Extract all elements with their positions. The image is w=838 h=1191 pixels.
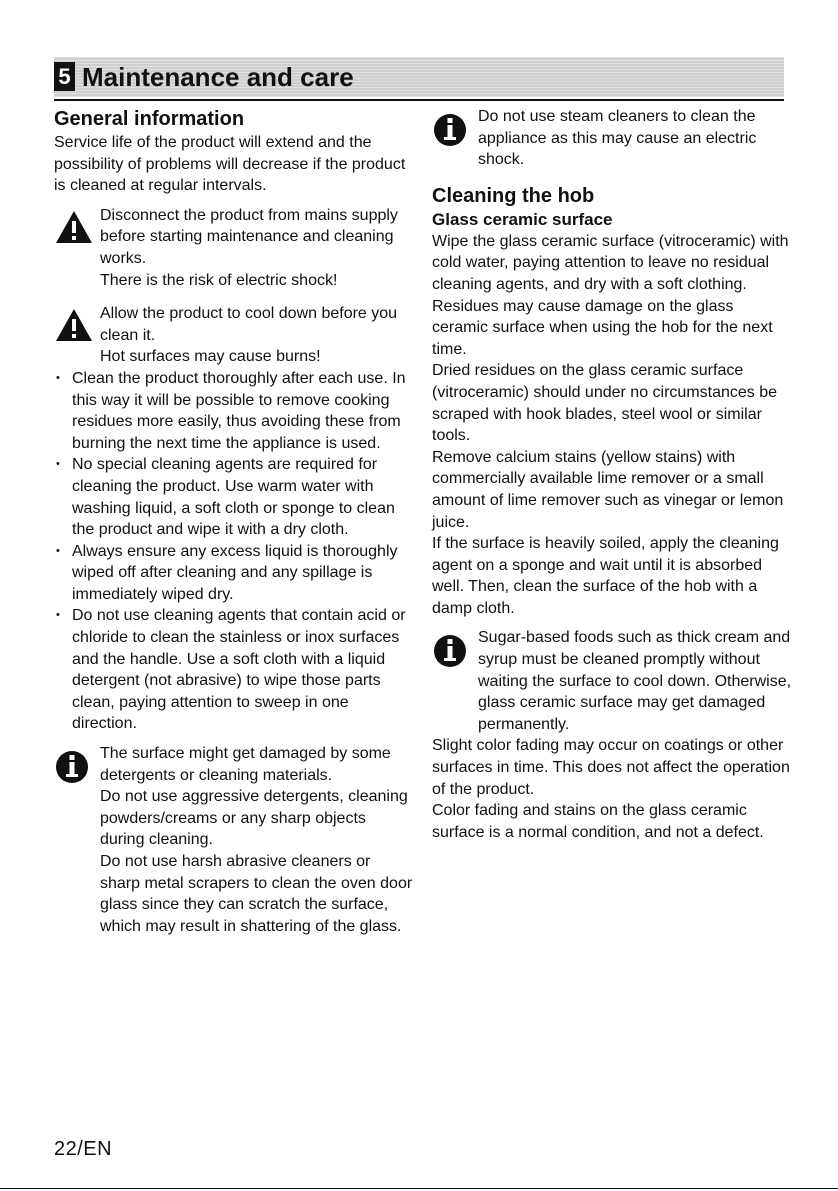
footer-divider <box>0 1188 838 1189</box>
right-column <box>432 106 792 843</box>
warning-triangle-icon <box>54 307 94 343</box>
body-paragraph: Slight color fading may occur on coatings or other surfaces in time. This does not affect the operation of the product. <box>432 737 790 798</box>
chapter-title: Maintenance and care <box>82 62 354 92</box>
cleaning-tips-list <box>54 368 414 735</box>
body-paragraph: Dried residues on the glass ceramic surface (vitroceramic) should under no circumstances be scraped with hook blades, steel wool or similar tools. <box>432 362 778 445</box>
body-paragraph: Color fading and stains on the glass ceramic surface is a normal condition, and not a defect. <box>432 802 764 841</box>
page-number: 22/EN <box>54 1138 113 1160</box>
section-heading-hob: Cleaning the hob <box>432 184 595 207</box>
body-paragraph: Remove calcium stains (yellow stains) with commercially available lime remover or a small amount of lime remover such as vinegar or lemon juice. <box>432 448 784 531</box>
header-divider <box>54 99 784 101</box>
list-item: • Do not use cleaning agents that contain acid or chloride to clean the stainless or inox surfaces and the handle. Use a soft cloth with a liquid detergent (not abrasive) to wipe those parts clean, paying attention to sweep in one direction. <box>54 605 414 735</box>
list-item: • Clean the product thoroughly after each use. In this way it will be possible to remove cooking residues more easily, thus avoiding these from burning the next time the appliance is used. <box>54 368 414 454</box>
info-text: Do not use aggressive detergents, cleaning powders/creams or any sharp objects during cleaning. <box>100 788 408 849</box>
info-text: Do not use steam cleaners to clean the appliance as this may cause an electric shock. <box>478 108 757 169</box>
info-text: The surface might get damaged by some detergents or cleaning materials. <box>100 745 391 784</box>
body-paragraph: If the surface is heavily soiled, apply the cleaning agent on a sponge and wait until it is absorbed well. Then, clean the surface of the hob with a damp cloth. <box>432 535 779 617</box>
warning-note-electric <box>54 205 414 291</box>
info-text: Do not use harsh abrasive cleaners or sharp metal scrapers to clean the oven door glass since they can scratch the surface, which may result in shattering of the glass. <box>100 853 413 935</box>
info-icon <box>432 110 472 146</box>
info-icon <box>432 631 472 667</box>
list-item: • Always ensure any excess liquid is thoroughly wiped off after cleaning and any spillage is immediately wiped dry. <box>54 541 414 606</box>
info-note-steam <box>432 106 792 171</box>
info-text: Sugar-based foods such as thick cream and syrup must be cleaned promptly without waiting the surface to cool down. Otherwise, glass ceramic surface may get damaged permanently. <box>478 629 792 733</box>
warning-text: There is the risk of electric shock! <box>100 271 338 289</box>
body-paragraph: Wipe the glass ceramic surface (vitroceramic) with cold water, paying attention to leave no residual cleaning agents, and dry with a soft clothing. Residues may cause damage on the glass ceramic surface when using the hob for the next time. <box>432 232 789 358</box>
warning-text: Hot surfaces may cause burns! <box>100 348 321 366</box>
list-item: • No special cleaning agents are required for cleaning the product. Use warm water with washing liquid, a soft cloth or sponge to clean the product and wipe it with a dry cloth. <box>54 454 414 540</box>
info-note-detergents <box>54 743 414 937</box>
warning-note-hot <box>54 303 414 368</box>
info-note-sugar <box>432 627 792 735</box>
warning-text: Allow the product to cool down before you clean it. <box>100 305 398 344</box>
warning-triangle-icon <box>54 209 94 245</box>
subsection-heading-glass: Glass ceramic surface <box>432 209 613 229</box>
chapter-number-badge: 5 <box>54 62 75 91</box>
warning-text: Disconnect the product from mains supply before starting maintenance and cleaning works. <box>100 206 398 267</box>
info-icon <box>54 747 94 783</box>
left-column <box>54 106 414 937</box>
section-heading-general: General information <box>54 108 245 130</box>
intro-paragraph: Service life of the product will extend and the possibility of problems will decrease if the product is cleaned at regular intervals. <box>54 134 406 195</box>
